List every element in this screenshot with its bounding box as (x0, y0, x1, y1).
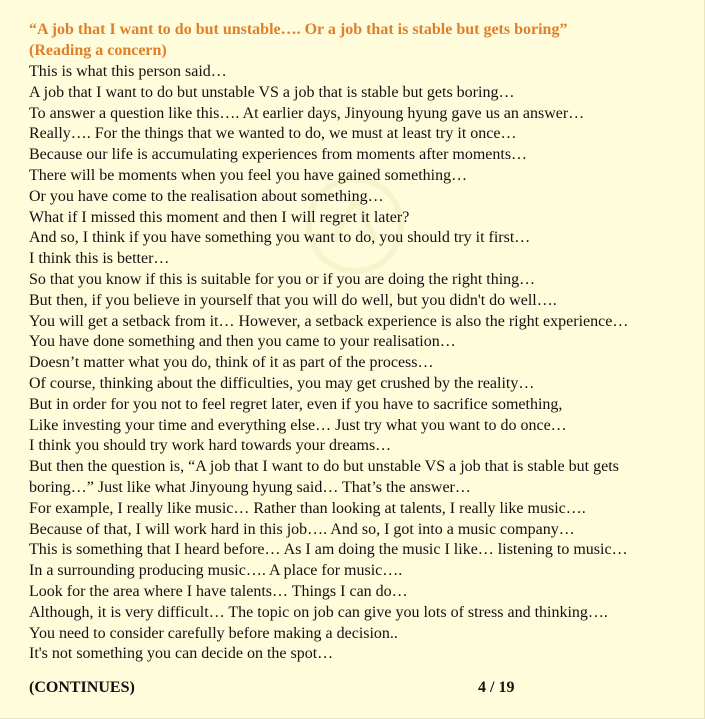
transcript-line: Of course, thinking about the difficulties, you may get crushed by the reality… (29, 374, 535, 392)
transcript-line: But in order for you not to feel regret later, even if you have to sacrifice something, (29, 395, 563, 413)
transcript-line: You need to consider carefully before making a decision.. (29, 624, 398, 642)
transcript-line: Really…. For the things that we wanted to do, we must at least try it once… (29, 125, 517, 143)
transcript-line: Doesn’t matter what you do, think of it as part of the process… (29, 354, 434, 372)
transcript-line: A job that I want to do but unstable VS a job that is stable but gets boring… (29, 83, 515, 101)
transcript-line: Like investing your time and everything else… Just try what you want to do once… (29, 416, 567, 434)
transcript-line: But then, if you believe in yourself that you will do well, but you didn't do well…. (29, 291, 557, 309)
transcript-line: It's not something you can decide on the spot… (29, 645, 334, 663)
heading-subtitle: (Reading a concern) (29, 41, 167, 59)
transcript-line: You will get a setback from it… However, a setback experience is also the right experience… (29, 312, 629, 330)
transcript-body (29, 62, 689, 665)
transcript-line: boring…” Just like what Jinyoung hyung said… That’s the answer… (29, 478, 471, 496)
transcript-line: Because of that, I will work hard in this job…. And so, I got into a music company… (29, 520, 575, 538)
transcript-line: This is something that I heard before… As I am doing the music I like… listening to music… (29, 541, 628, 559)
transcript-line: To answer a question like this…. At earlier days, Jinyoung hyung gave us an answer… (29, 104, 585, 122)
transcript-line: For example, I really like music… Rather than looking at talents, I really like music…. (29, 499, 586, 517)
transcript-line: Or you have come to the realisation about something… (29, 187, 384, 205)
transcript-line: Because our life is accumulating experiences from moments after moments… (29, 146, 528, 164)
transcript-line: There will be moments when you feel you have gained something… (29, 166, 468, 184)
transcript-line: So that you know if this is suitable for you or if you are doing the right thing… (29, 270, 536, 288)
transcript-line: Look for the area where I have talents… Things I can do… (29, 582, 408, 600)
transcript-line: Although, it is very difficult… The topic on job can give you lots of stress and thinking…. (29, 603, 608, 621)
transcript-line: You have done something and then you came to your realisation… (29, 333, 456, 351)
transcript-line: What if I missed this moment and then I will regret it later? (29, 208, 410, 226)
continues-label: (CONTINUES) (29, 679, 135, 696)
transcript-line: This is what this person said… (29, 63, 227, 80)
transcript-line: I think this is better… (29, 250, 170, 268)
transcript-line: But then the question is, “A job that I want to do but unstable VS a job that is stable but gets (29, 458, 619, 476)
transcript-line: I think you should try work hard towards your dreams… (29, 437, 392, 455)
transcript-line: And so, I think if you have something you want to do, you should try it first… (29, 229, 531, 247)
transcript-line: In a surrounding producing music…. A place for music…. (29, 562, 403, 580)
page-number: 4 / 19 (478, 679, 515, 696)
heading-title: “A job that I want to do but unstable…. Or a job that is stable but gets boring” (29, 21, 568, 38)
document-heading (29, 20, 689, 62)
